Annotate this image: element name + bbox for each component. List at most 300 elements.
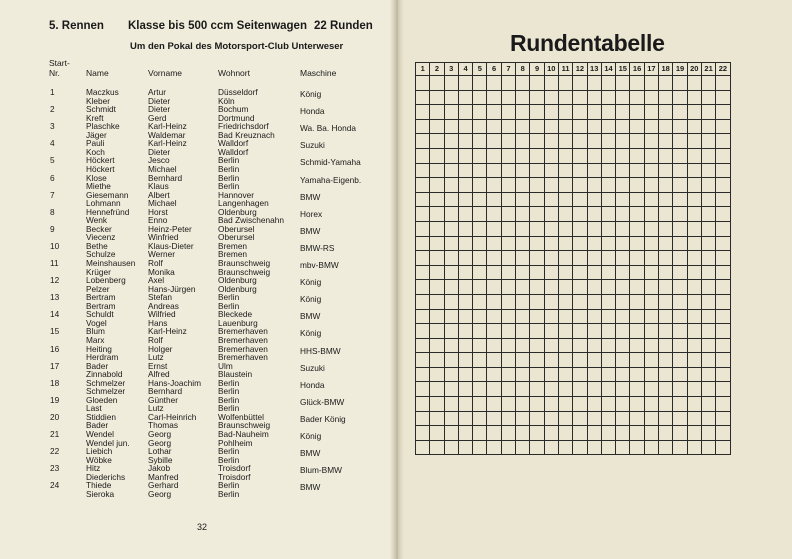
lap-cell[interactable] xyxy=(458,309,472,324)
lap-cell[interactable] xyxy=(601,338,615,353)
lap-cell[interactable] xyxy=(659,280,673,295)
lap-cell[interactable] xyxy=(516,382,530,397)
lap-cell[interactable] xyxy=(416,294,430,309)
lap-cell[interactable] xyxy=(558,294,572,309)
lap-cell[interactable] xyxy=(587,119,601,134)
lap-cell[interactable] xyxy=(587,163,601,178)
lap-cell[interactable] xyxy=(416,411,430,426)
lap-cell[interactable] xyxy=(516,338,530,353)
lap-cell[interactable] xyxy=(487,280,501,295)
lap-cell[interactable] xyxy=(630,207,644,222)
lap-cell[interactable] xyxy=(516,148,530,163)
lap-cell[interactable] xyxy=(630,251,644,266)
lap-cell[interactable] xyxy=(673,134,687,149)
lap-cell[interactable] xyxy=(430,207,444,222)
lap-cell[interactable] xyxy=(587,192,601,207)
lap-cell[interactable] xyxy=(687,134,701,149)
lap-cell[interactable] xyxy=(530,251,544,266)
lap-cell[interactable] xyxy=(701,251,715,266)
lap-cell[interactable] xyxy=(673,163,687,178)
lap-cell[interactable] xyxy=(444,353,458,368)
lap-cell[interactable] xyxy=(601,119,615,134)
lap-cell[interactable] xyxy=(573,397,587,412)
lap-cell[interactable] xyxy=(416,90,430,105)
lap-cell[interactable] xyxy=(516,163,530,178)
lap-cell[interactable] xyxy=(687,236,701,251)
lap-cell[interactable] xyxy=(659,294,673,309)
lap-cell[interactable] xyxy=(701,76,715,91)
lap-cell[interactable] xyxy=(716,105,730,120)
lap-cell[interactable] xyxy=(616,163,630,178)
lap-cell[interactable] xyxy=(430,440,444,455)
lap-cell[interactable] xyxy=(444,236,458,251)
lap-cell[interactable] xyxy=(501,76,515,91)
lap-cell[interactable] xyxy=(573,207,587,222)
lap-cell[interactable] xyxy=(630,105,644,120)
lap-cell[interactable] xyxy=(601,134,615,149)
lap-cell[interactable] xyxy=(630,236,644,251)
lap-cell[interactable] xyxy=(587,148,601,163)
lap-cell[interactable] xyxy=(487,207,501,222)
lap-cell[interactable] xyxy=(544,163,558,178)
lap-cell[interactable] xyxy=(473,90,487,105)
lap-cell[interactable] xyxy=(501,426,515,441)
lap-cell[interactable] xyxy=(544,178,558,193)
lap-cell[interactable] xyxy=(458,90,472,105)
lap-cell[interactable] xyxy=(673,236,687,251)
lap-cell[interactable] xyxy=(444,163,458,178)
lap-cell[interactable] xyxy=(601,148,615,163)
lap-cell[interactable] xyxy=(430,309,444,324)
lap-cell[interactable] xyxy=(487,134,501,149)
lap-cell[interactable] xyxy=(530,426,544,441)
lap-cell[interactable] xyxy=(473,440,487,455)
lap-cell[interactable] xyxy=(573,440,587,455)
lap-cell[interactable] xyxy=(416,251,430,266)
lap-cell[interactable] xyxy=(430,397,444,412)
lap-cell[interactable] xyxy=(601,426,615,441)
lap-cell[interactable] xyxy=(716,119,730,134)
lap-cell[interactable] xyxy=(587,90,601,105)
lap-cell[interactable] xyxy=(558,163,572,178)
lap-cell[interactable] xyxy=(430,148,444,163)
lap-cell[interactable] xyxy=(659,309,673,324)
lap-cell[interactable] xyxy=(601,207,615,222)
lap-cell[interactable] xyxy=(558,440,572,455)
lap-cell[interactable] xyxy=(544,280,558,295)
lap-cell[interactable] xyxy=(444,221,458,236)
lap-cell[interactable] xyxy=(673,324,687,339)
lap-cell[interactable] xyxy=(701,90,715,105)
lap-cell[interactable] xyxy=(544,119,558,134)
lap-cell[interactable] xyxy=(644,338,658,353)
lap-cell[interactable] xyxy=(416,309,430,324)
lap-cell[interactable] xyxy=(587,338,601,353)
lap-cell[interactable] xyxy=(544,76,558,91)
lap-cell[interactable] xyxy=(473,221,487,236)
lap-cell[interactable] xyxy=(558,353,572,368)
lap-cell[interactable] xyxy=(544,426,558,441)
lap-cell[interactable] xyxy=(501,367,515,382)
lap-cell[interactable] xyxy=(701,411,715,426)
lap-cell[interactable] xyxy=(573,105,587,120)
lap-cell[interactable] xyxy=(616,353,630,368)
lap-cell[interactable] xyxy=(501,90,515,105)
lap-cell[interactable] xyxy=(644,251,658,266)
lap-cell[interactable] xyxy=(716,163,730,178)
lap-cell[interactable] xyxy=(587,251,601,266)
lap-cell[interactable] xyxy=(516,134,530,149)
lap-cell[interactable] xyxy=(716,367,730,382)
lap-cell[interactable] xyxy=(416,397,430,412)
lap-cell[interactable] xyxy=(630,397,644,412)
lap-cell[interactable] xyxy=(601,280,615,295)
lap-cell[interactable] xyxy=(573,236,587,251)
lap-cell[interactable] xyxy=(544,105,558,120)
lap-cell[interactable] xyxy=(687,265,701,280)
lap-cell[interactable] xyxy=(587,134,601,149)
lap-cell[interactable] xyxy=(516,294,530,309)
lap-cell[interactable] xyxy=(630,221,644,236)
lap-cell[interactable] xyxy=(701,294,715,309)
lap-cell[interactable] xyxy=(587,397,601,412)
lap-cell[interactable] xyxy=(716,353,730,368)
lap-cell[interactable] xyxy=(573,90,587,105)
lap-cell[interactable] xyxy=(558,178,572,193)
lap-cell[interactable] xyxy=(487,105,501,120)
lap-cell[interactable] xyxy=(573,163,587,178)
lap-cell[interactable] xyxy=(530,221,544,236)
lap-cell[interactable] xyxy=(430,411,444,426)
lap-cell[interactable] xyxy=(630,382,644,397)
lap-cell[interactable] xyxy=(516,207,530,222)
lap-cell[interactable] xyxy=(516,309,530,324)
lap-cell[interactable] xyxy=(701,397,715,412)
lap-cell[interactable] xyxy=(716,397,730,412)
lap-cell[interactable] xyxy=(630,294,644,309)
lap-cell[interactable] xyxy=(673,397,687,412)
lap-cell[interactable] xyxy=(558,324,572,339)
lap-cell[interactable] xyxy=(501,148,515,163)
lap-cell[interactable] xyxy=(530,397,544,412)
lap-cell[interactable] xyxy=(501,338,515,353)
lap-cell[interactable] xyxy=(501,119,515,134)
lap-cell[interactable] xyxy=(416,163,430,178)
lap-cell[interactable] xyxy=(530,192,544,207)
lap-cell[interactable] xyxy=(659,338,673,353)
lap-cell[interactable] xyxy=(687,397,701,412)
lap-cell[interactable] xyxy=(659,367,673,382)
lap-cell[interactable] xyxy=(416,353,430,368)
lap-cell[interactable] xyxy=(544,221,558,236)
lap-cell[interactable] xyxy=(430,221,444,236)
lap-cell[interactable] xyxy=(516,90,530,105)
lap-cell[interactable] xyxy=(530,90,544,105)
lap-cell[interactable] xyxy=(601,411,615,426)
lap-cell[interactable] xyxy=(644,309,658,324)
lap-cell[interactable] xyxy=(430,134,444,149)
lap-cell[interactable] xyxy=(659,90,673,105)
lap-cell[interactable] xyxy=(501,178,515,193)
lap-cell[interactable] xyxy=(458,251,472,266)
lap-cell[interactable] xyxy=(644,76,658,91)
lap-cell[interactable] xyxy=(558,105,572,120)
lap-cell[interactable] xyxy=(659,411,673,426)
lap-cell[interactable] xyxy=(501,309,515,324)
lap-cell[interactable] xyxy=(687,178,701,193)
lap-cell[interactable] xyxy=(473,338,487,353)
lap-cell[interactable] xyxy=(473,105,487,120)
lap-cell[interactable] xyxy=(701,280,715,295)
lap-cell[interactable] xyxy=(444,265,458,280)
lap-cell[interactable] xyxy=(687,338,701,353)
lap-cell[interactable] xyxy=(673,221,687,236)
lap-cell[interactable] xyxy=(416,76,430,91)
lap-cell[interactable] xyxy=(416,192,430,207)
lap-cell[interactable] xyxy=(701,426,715,441)
lap-cell[interactable] xyxy=(573,294,587,309)
lap-cell[interactable] xyxy=(458,411,472,426)
lap-cell[interactable] xyxy=(716,411,730,426)
lap-cell[interactable] xyxy=(501,411,515,426)
lap-cell[interactable] xyxy=(573,324,587,339)
lap-cell[interactable] xyxy=(687,280,701,295)
lap-cell[interactable] xyxy=(458,148,472,163)
lap-cell[interactable] xyxy=(630,426,644,441)
lap-cell[interactable] xyxy=(716,90,730,105)
lap-cell[interactable] xyxy=(430,426,444,441)
lap-cell[interactable] xyxy=(516,426,530,441)
lap-cell[interactable] xyxy=(530,367,544,382)
lap-cell[interactable] xyxy=(487,440,501,455)
lap-cell[interactable] xyxy=(573,221,587,236)
lap-cell[interactable] xyxy=(587,221,601,236)
lap-cell[interactable] xyxy=(544,148,558,163)
lap-cell[interactable] xyxy=(530,76,544,91)
lap-cell[interactable] xyxy=(516,353,530,368)
lap-cell[interactable] xyxy=(444,280,458,295)
lap-cell[interactable] xyxy=(701,134,715,149)
lap-cell[interactable] xyxy=(558,382,572,397)
lap-cell[interactable] xyxy=(644,90,658,105)
lap-cell[interactable] xyxy=(501,397,515,412)
lap-cell[interactable] xyxy=(473,309,487,324)
lap-cell[interactable] xyxy=(544,251,558,266)
lap-cell[interactable] xyxy=(558,90,572,105)
lap-cell[interactable] xyxy=(673,338,687,353)
lap-cell[interactable] xyxy=(558,251,572,266)
lap-cell[interactable] xyxy=(444,440,458,455)
lap-cell[interactable] xyxy=(701,236,715,251)
lap-cell[interactable] xyxy=(701,353,715,368)
lap-cell[interactable] xyxy=(487,163,501,178)
lap-cell[interactable] xyxy=(659,207,673,222)
lap-cell[interactable] xyxy=(458,76,472,91)
lap-cell[interactable] xyxy=(601,294,615,309)
lap-cell[interactable] xyxy=(558,397,572,412)
lap-cell[interactable] xyxy=(530,148,544,163)
lap-cell[interactable] xyxy=(587,426,601,441)
lap-cell[interactable] xyxy=(416,134,430,149)
lap-cell[interactable] xyxy=(573,119,587,134)
lap-cell[interactable] xyxy=(716,207,730,222)
lap-cell[interactable] xyxy=(644,426,658,441)
lap-cell[interactable] xyxy=(487,426,501,441)
lap-cell[interactable] xyxy=(630,411,644,426)
lap-cell[interactable] xyxy=(616,426,630,441)
lap-cell[interactable] xyxy=(558,411,572,426)
lap-cell[interactable] xyxy=(673,90,687,105)
lap-cell[interactable] xyxy=(444,338,458,353)
lap-cell[interactable] xyxy=(544,294,558,309)
lap-cell[interactable] xyxy=(716,382,730,397)
lap-cell[interactable] xyxy=(644,178,658,193)
lap-cell[interactable] xyxy=(673,148,687,163)
lap-cell[interactable] xyxy=(587,353,601,368)
lap-cell[interactable] xyxy=(544,411,558,426)
lap-cell[interactable] xyxy=(458,353,472,368)
lap-cell[interactable] xyxy=(616,251,630,266)
lap-cell[interactable] xyxy=(473,265,487,280)
lap-cell[interactable] xyxy=(687,221,701,236)
lap-cell[interactable] xyxy=(558,221,572,236)
lap-cell[interactable] xyxy=(544,192,558,207)
lap-cell[interactable] xyxy=(544,207,558,222)
lap-cell[interactable] xyxy=(573,338,587,353)
lap-cell[interactable] xyxy=(487,119,501,134)
lap-cell[interactable] xyxy=(444,309,458,324)
lap-cell[interactable] xyxy=(530,265,544,280)
lap-cell[interactable] xyxy=(659,236,673,251)
lap-cell[interactable] xyxy=(659,324,673,339)
lap-cell[interactable] xyxy=(501,265,515,280)
lap-cell[interactable] xyxy=(659,105,673,120)
lap-cell[interactable] xyxy=(473,411,487,426)
lap-cell[interactable] xyxy=(616,90,630,105)
lap-cell[interactable] xyxy=(601,324,615,339)
lap-cell[interactable] xyxy=(501,294,515,309)
lap-cell[interactable] xyxy=(701,265,715,280)
lap-cell[interactable] xyxy=(544,134,558,149)
lap-cell[interactable] xyxy=(430,90,444,105)
lap-cell[interactable] xyxy=(544,440,558,455)
lap-cell[interactable] xyxy=(687,207,701,222)
lap-cell[interactable] xyxy=(416,148,430,163)
lap-cell[interactable] xyxy=(587,236,601,251)
lap-cell[interactable] xyxy=(616,411,630,426)
lap-cell[interactable] xyxy=(444,367,458,382)
lap-cell[interactable] xyxy=(716,148,730,163)
lap-cell[interactable] xyxy=(616,207,630,222)
lap-cell[interactable] xyxy=(573,178,587,193)
lap-cell[interactable] xyxy=(687,119,701,134)
lap-cell[interactable] xyxy=(616,440,630,455)
lap-cell[interactable] xyxy=(544,338,558,353)
lap-cell[interactable] xyxy=(516,324,530,339)
lap-cell[interactable] xyxy=(630,367,644,382)
lap-cell[interactable] xyxy=(458,178,472,193)
lap-cell[interactable] xyxy=(558,148,572,163)
lap-cell[interactable] xyxy=(601,76,615,91)
lap-cell[interactable] xyxy=(573,367,587,382)
lap-cell[interactable] xyxy=(473,236,487,251)
lap-cell[interactable] xyxy=(516,178,530,193)
lap-cell[interactable] xyxy=(430,338,444,353)
lap-cell[interactable] xyxy=(473,353,487,368)
lap-cell[interactable] xyxy=(558,280,572,295)
lap-cell[interactable] xyxy=(516,397,530,412)
lap-cell[interactable] xyxy=(573,353,587,368)
lap-cell[interactable] xyxy=(673,119,687,134)
lap-cell[interactable] xyxy=(616,236,630,251)
lap-cell[interactable] xyxy=(501,440,515,455)
lap-cell[interactable] xyxy=(716,76,730,91)
lap-cell[interactable] xyxy=(416,280,430,295)
lap-cell[interactable] xyxy=(616,221,630,236)
lap-cell[interactable] xyxy=(458,134,472,149)
lap-cell[interactable] xyxy=(487,251,501,266)
lap-cell[interactable] xyxy=(630,192,644,207)
lap-cell[interactable] xyxy=(430,178,444,193)
lap-cell[interactable] xyxy=(687,105,701,120)
lap-cell[interactable] xyxy=(601,367,615,382)
lap-cell[interactable] xyxy=(616,309,630,324)
lap-cell[interactable] xyxy=(701,207,715,222)
lap-cell[interactable] xyxy=(644,367,658,382)
lap-cell[interactable] xyxy=(516,119,530,134)
lap-cell[interactable] xyxy=(716,324,730,339)
lap-cell[interactable] xyxy=(687,382,701,397)
lap-cell[interactable] xyxy=(659,163,673,178)
lap-cell[interactable] xyxy=(644,324,658,339)
lap-cell[interactable] xyxy=(430,367,444,382)
lap-cell[interactable] xyxy=(487,236,501,251)
lap-cell[interactable] xyxy=(601,236,615,251)
lap-cell[interactable] xyxy=(430,353,444,368)
lap-cell[interactable] xyxy=(601,382,615,397)
lap-cell[interactable] xyxy=(716,265,730,280)
lap-cell[interactable] xyxy=(487,294,501,309)
lap-cell[interactable] xyxy=(487,265,501,280)
lap-cell[interactable] xyxy=(516,265,530,280)
lap-cell[interactable] xyxy=(673,294,687,309)
lap-cell[interactable] xyxy=(444,178,458,193)
lap-cell[interactable] xyxy=(616,178,630,193)
lap-cell[interactable] xyxy=(659,426,673,441)
lap-cell[interactable] xyxy=(473,119,487,134)
lap-cell[interactable] xyxy=(673,280,687,295)
lap-cell[interactable] xyxy=(659,178,673,193)
lap-cell[interactable] xyxy=(573,426,587,441)
lap-cell[interactable] xyxy=(558,338,572,353)
lap-cell[interactable] xyxy=(430,192,444,207)
lap-cell[interactable] xyxy=(487,338,501,353)
lap-cell[interactable] xyxy=(544,324,558,339)
lap-cell[interactable] xyxy=(530,134,544,149)
lap-cell[interactable] xyxy=(473,426,487,441)
lap-cell[interactable] xyxy=(458,221,472,236)
lap-cell[interactable] xyxy=(573,192,587,207)
lap-cell[interactable] xyxy=(659,134,673,149)
lap-cell[interactable] xyxy=(430,280,444,295)
lap-cell[interactable] xyxy=(673,76,687,91)
lap-cell[interactable] xyxy=(558,309,572,324)
lap-cell[interactable] xyxy=(558,367,572,382)
lap-cell[interactable] xyxy=(716,294,730,309)
lap-cell[interactable] xyxy=(601,105,615,120)
lap-cell[interactable] xyxy=(501,324,515,339)
lap-cell[interactable] xyxy=(716,338,730,353)
